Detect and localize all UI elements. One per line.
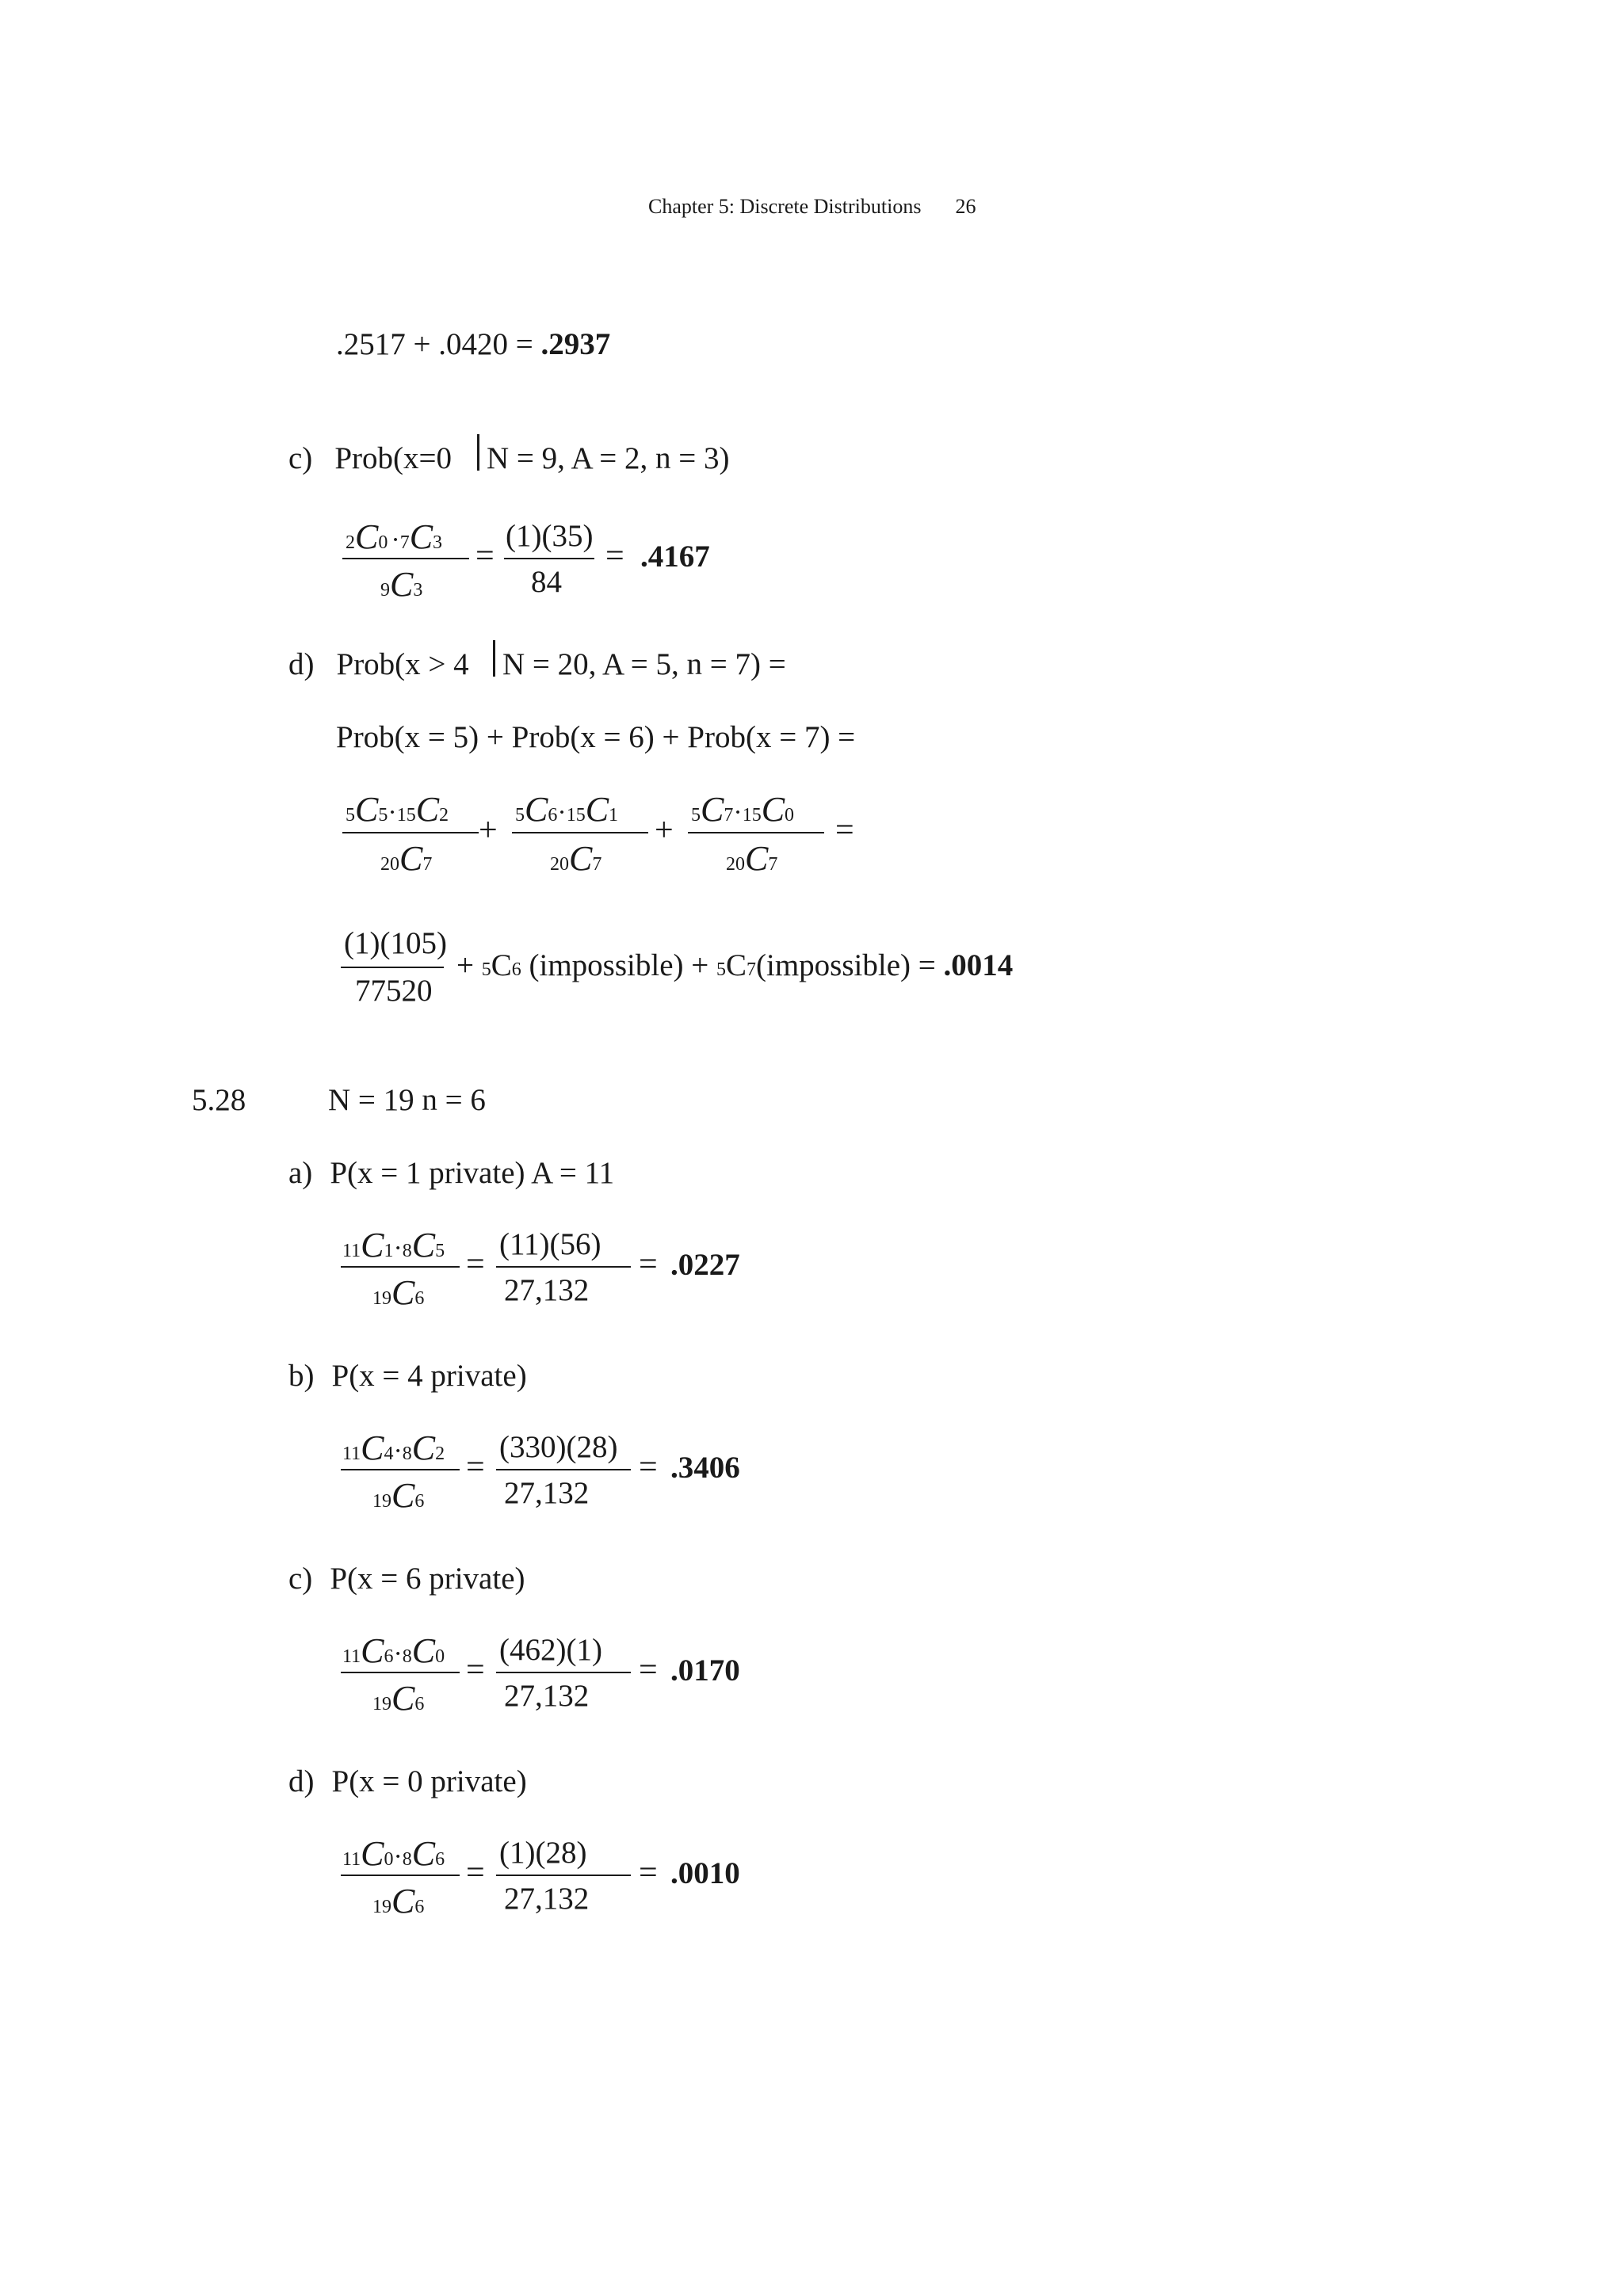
part-d-term-3-denominator: 20C7 [726,839,778,878]
problem-528-part-3-combination-bar [341,1672,460,1673]
part-d-term-1-bar [342,832,479,833]
page-number: 26 [955,195,976,218]
part-d-term-2-denominator: 20C7 [550,839,602,878]
problem-528-part-2-combination-denominator: 19C6 [372,1476,425,1515]
problem-528-part-4-combination-bar [341,1875,460,1876]
plus-sign-1: + [479,812,498,849]
part-d-final-rest: + 5C6 (impossible) + 5C7(impossible) = .0014 [456,948,1014,982]
problem-528-part-1-result: .0227 [670,1248,740,1282]
plus-sign-2: + [655,812,674,849]
problem-528-part-a-heading: a) P(x = 1 private) A = 11 [288,1156,615,1190]
problem-528-part-c-heading: c) P(x = 6 private) [288,1562,525,1596]
problem-528-part-1-combination-numerator: 11C1·8C5 [342,1226,445,1264]
given-bar-d [493,640,495,677]
part-d-final-result: .0014 [943,948,1014,982]
problem-528-part-1-combination-bar [341,1266,460,1268]
sum-result: .2937 [540,327,611,361]
equals-sign: = [835,812,854,849]
part-d-term-1-denominator: 20C7 [380,839,433,878]
running-header [648,195,976,219]
part-d-heading: d) Prob(x > 4 [288,647,469,681]
part-c-condition: N = 9, A = 2, n = 3) [487,441,730,475]
part-c-frac-den: 84 [531,565,562,599]
part-c-combination-bar [342,558,469,559]
chapter-title: Chapter 5: Discrete Distributions [648,195,922,218]
problem-528-part-2-combination-bar [341,1469,460,1470]
part-d-term-3-bar [688,832,824,833]
problem-528-part-3-combination-numerator: 11C6·8C0 [342,1631,445,1670]
given-bar [477,434,479,471]
part-d-expansion: Prob(x = 5) + Prob(x = 6) + Prob(x = 7) = [336,720,856,754]
problem-528-part-4-frac-den: 27,132 [504,1882,590,1916]
problem-528-part-1-frac-den: 27,132 [504,1273,590,1307]
part-c-combination-denominator: 9C3 [380,565,423,604]
problem-528-part-2-result: .3406 [670,1451,740,1485]
problem-528-part-1-frac-num: (11)(56) [499,1227,601,1261]
problem-528-part-4-combination-denominator: 19C6 [372,1882,425,1920]
problem-528-part-b-heading: b) P(x = 4 private) [288,1359,527,1393]
problem-528-part-4-result: .0010 [670,1856,740,1890]
part-d-final-den: 77520 [355,974,433,1008]
part-c-heading: c) Prob(x=0 [288,441,452,475]
problem-528-part-3-frac-den: 27,132 [504,1679,590,1713]
part-d-term-3-numerator: 5C7·15C0 [691,790,795,829]
part-d-term-2-numerator: 5C6·15C1 [515,790,619,829]
problem-given: N = 19 n = 6 [328,1083,486,1117]
problem-528-part-3-combination-denominator: 19C6 [372,1679,425,1718]
problem-528-part-3-result: .0170 [670,1653,740,1688]
part-d-final-num: (1)(105) [344,926,447,960]
part-d-condition: N = 20, A = 5, n = 7) = [502,647,786,681]
part-d-term-1-numerator: 5C5·15C2 [346,790,449,829]
part-d-term-2-bar [512,832,648,833]
problem-528-part-4-frac-num: (1)(28) [499,1836,587,1870]
problem-528-part-2-combination-numerator: 11C4·8C2 [342,1428,445,1467]
problem-528-part-2-frac-num: (330)(28) [499,1430,618,1464]
problem-number: 5.28 [192,1083,246,1117]
part-c-result: .4167 [640,540,710,574]
problem-528-part-4-combination-numerator: 11C0·8C6 [342,1834,445,1873]
part-c-frac-num: (1)(35) [506,519,594,553]
part-c-combination-numerator: 2C0 ·7C3 [346,517,443,556]
problem-528-part-d-heading: d) P(x = 0 private) [288,1764,527,1798]
problem-528-part-1-combination-denominator: 19C6 [372,1273,425,1312]
problem-528-part-2-frac-den: 27,132 [504,1476,590,1510]
problem-528-part-3-frac-num: (462)(1) [499,1633,602,1667]
sum-line: .2517 + .0420 = .2937 [336,327,611,361]
